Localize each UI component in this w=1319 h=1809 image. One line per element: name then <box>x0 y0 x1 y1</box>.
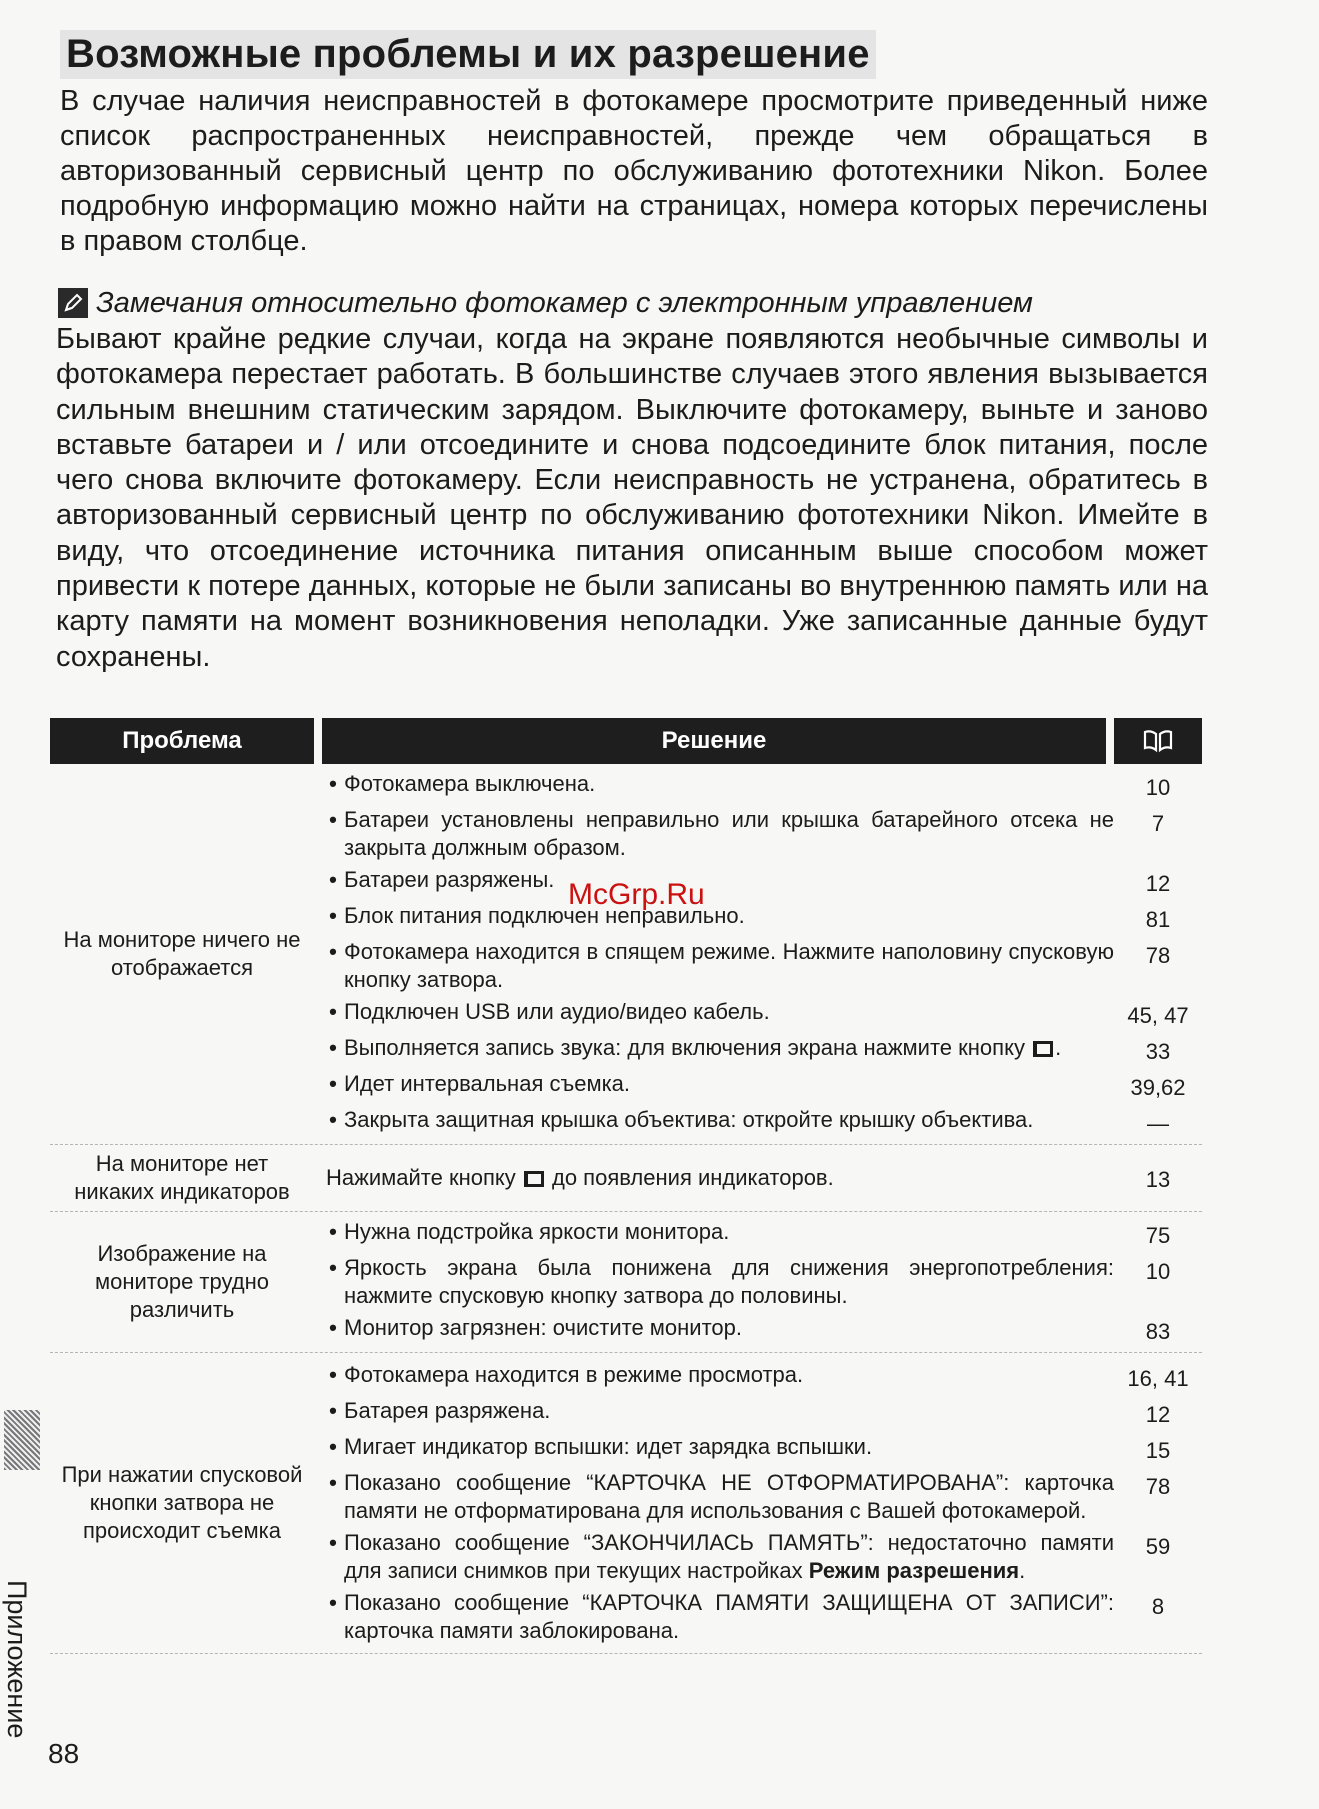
solution-text <box>344 1397 1114 1429</box>
bullet-icon: • <box>329 939 337 964</box>
bullet-icon: • <box>329 1255 337 1280</box>
bullet-icon: • <box>329 771 337 796</box>
monitor-button-icon <box>524 1171 544 1187</box>
page-ref: 16, 41 <box>1127 1366 1189 1391</box>
solution-text-main: Яркость экрана была понижена для снижения энергопотребления: нажмите спусковую кнопку затвора до половины. <box>344 1255 1114 1308</box>
solution-text-main: Идет интервальная съемка. <box>344 1071 631 1096</box>
solution-suffix: . <box>1055 1035 1062 1060</box>
solution-text-main: Фотокамера находится в спящем режиме. Нажмите наполовину спусковую кнопку затвора. <box>344 939 1114 992</box>
solution-text <box>344 806 1114 862</box>
note-heading <box>58 286 1033 320</box>
solution-text <box>344 998 1114 1030</box>
solution-text <box>344 1361 1114 1393</box>
page-ref: 7 <box>1151 811 1165 836</box>
page-ref: 78 <box>1145 1474 1171 1499</box>
solution-bold-term: Режим разрешения <box>808 1558 1020 1583</box>
page-ref: 8 <box>1151 1594 1165 1619</box>
solution-text <box>344 902 1114 934</box>
solution-text-main: Батареи разряжены. <box>344 867 555 892</box>
side-label: Приложение <box>2 1580 32 1739</box>
solution-text-main: Показано сообщение “КАРТОЧКА ПАМЯТИ ЗАЩИЩЕНА ОТ ЗАПИСИ”: карточка памяти заблокирована. <box>344 1590 1114 1643</box>
solution-item <box>322 1068 1202 1104</box>
solution-item <box>322 1359 1202 1395</box>
solution-text-main: Нужна подстройка яркости монитора. <box>344 1219 730 1244</box>
solution-item <box>322 1312 1202 1348</box>
solution-item <box>322 900 1202 936</box>
problem-cell: При нажатии спусковой кнопки затвора не происходит съемка <box>61 1462 303 1543</box>
solution-item <box>322 768 1202 804</box>
solution-item <box>322 1527 1202 1587</box>
bullet-icon: • <box>329 1219 337 1244</box>
bullet-icon: • <box>329 1470 337 1495</box>
solution-text <box>344 938 1114 994</box>
solution-item <box>322 1252 1202 1312</box>
table-header <box>50 718 1202 764</box>
solution-item <box>322 936 1202 996</box>
bullet-icon: • <box>329 1071 337 1096</box>
solution-text-main: Выполняется запись звука: для включения экрана нажмите кнопку <box>344 1035 1025 1060</box>
bullet-icon: • <box>329 867 337 892</box>
page-ref: — <box>1147 1111 1169 1136</box>
page-ref: 10 <box>1145 1259 1171 1284</box>
solution-text <box>344 1589 1114 1645</box>
table-row <box>50 764 1202 1145</box>
solution-text-main: Показано сообщение “КАРТОЧКА НЕ ОТФОРМАТИРОВАНА”: карточка памяти не отформатирована для использования с Вашей фотокамерой. <box>344 1470 1114 1523</box>
solution-text-main: Закрыта защитная крышка объектива: откройте крышку объектива. <box>344 1107 1034 1132</box>
bullet-icon: • <box>329 1315 337 1340</box>
page-ref: 12 <box>1145 871 1171 896</box>
header-problem: Проблема <box>50 718 314 764</box>
problem-cell: Изображение на мониторе трудно различить <box>94 1241 269 1322</box>
solution-text-main: Подключен USB или аудио/видео кабель. <box>344 999 770 1024</box>
bullet-icon: • <box>329 903 337 928</box>
problem-cell: На мониторе нет никаких индикаторов <box>74 1151 290 1204</box>
troubleshooting-table <box>50 718 1202 1654</box>
solution-text <box>344 1433 1114 1465</box>
solution-cell <box>322 1355 1202 1651</box>
page-ref: 33 <box>1145 1039 1171 1064</box>
solution-text-main: Мигает индикатор вспышки: идет зарядка вспышки. <box>344 1434 873 1459</box>
header-solution: Решение <box>322 718 1106 764</box>
solution-text-main: Батареи установлены неправильно или крышка батарейного отсека не закрыта должным образом. <box>344 807 1114 860</box>
solution-text-main: Блок питания подключен неправильно. <box>344 903 745 928</box>
solution-text-main: Показано сообщение “ЗАКОНЧИЛАСЬ ПАМЯТЬ”: недостаточно памяти для записи снимков при текущих настройках <box>344 1530 1114 1583</box>
monitor-button-icon <box>1033 1041 1053 1057</box>
solution-text <box>344 1314 1114 1346</box>
page-ref: 13 <box>1145 1167 1171 1192</box>
page-ref: 75 <box>1145 1223 1171 1248</box>
problem-cell: На мониторе ничего не отображается <box>63 927 301 980</box>
solution-text <box>344 866 1114 898</box>
solution-item <box>322 1032 1202 1068</box>
bullet-icon: • <box>329 1530 337 1555</box>
solution-text <box>344 1218 1114 1250</box>
solution-item <box>322 1467 1202 1527</box>
solution-item <box>322 1587 1202 1647</box>
bullet-icon: • <box>329 1398 337 1423</box>
page-ref: 81 <box>1145 907 1171 932</box>
note-heading-text: Замечания относительно фотокамер с электронным управлением <box>96 287 1033 319</box>
solution-text <box>344 1070 1114 1102</box>
bullet-icon: • <box>329 1362 337 1387</box>
page-ref: 78 <box>1145 943 1171 968</box>
solution-text <box>344 1469 1114 1525</box>
table-row <box>50 1353 1202 1654</box>
pencil-icon <box>58 288 88 318</box>
page-ref: 39,62 <box>1130 1075 1186 1100</box>
bullet-icon: • <box>329 999 337 1024</box>
page-ref: 12 <box>1145 1402 1171 1427</box>
solution-item <box>322 1104 1202 1140</box>
side-tab-marker <box>4 1410 40 1470</box>
solution-text <box>344 1529 1114 1585</box>
page-ref: 83 <box>1145 1319 1171 1344</box>
solution-text <box>344 1254 1114 1310</box>
page-ref: 45, 47 <box>1127 1003 1189 1028</box>
solution-cell <box>322 764 1202 1144</box>
solution-text-main: Монитор загрязнен: очистите монитор. <box>344 1315 743 1340</box>
solution-text <box>344 770 1114 802</box>
solution-item <box>322 1395 1202 1431</box>
page-ref: 15 <box>1145 1438 1171 1463</box>
solution-cell <box>322 1212 1202 1352</box>
bullet-icon: • <box>329 1434 337 1459</box>
solution-item <box>322 804 1202 864</box>
solution-text-suffix: до появления индикаторов. <box>552 1165 834 1190</box>
table-row <box>50 1212 1202 1353</box>
solution-text <box>344 1034 1114 1066</box>
solution-text-main: Фотокамера находится в режиме просмотра. <box>344 1362 804 1387</box>
bullet-icon: • <box>329 1107 337 1132</box>
solution-suffix: . <box>1019 1558 1026 1583</box>
pages-reference-icon <box>1114 718 1202 764</box>
solution-cell <box>322 1160 1106 1196</box>
bullet-icon: • <box>329 1035 337 1060</box>
solution-text-prefix: Нажимайте кнопку <box>326 1165 516 1190</box>
bullet-icon: • <box>329 1590 337 1615</box>
page-ref: 59 <box>1145 1534 1171 1559</box>
solution-text-main: Фотокамера выключена. <box>344 771 596 796</box>
watermark: McGrp.Ru <box>568 878 705 911</box>
bullet-icon: • <box>329 807 337 832</box>
solution-text <box>322 1164 1106 1192</box>
page-title: Возможные проблемы и их разрешение <box>60 30 876 79</box>
solution-item <box>322 864 1202 900</box>
solution-text <box>344 1106 1114 1138</box>
solution-item <box>322 996 1202 1032</box>
solution-text-main: Батарея разряжена. <box>344 1398 551 1423</box>
note-body: Бывают крайне редкие случаи, когда на экране появляются необычные символы и фотокамера перестает работать. В большинстве случаев этого явления вызывается сильным внешним статическим зарядом. Выключите фотокамеру, выньте и заново вставьте батареи и / или отсоедините и снова подсоедините блок питания, после чего снова включите фотокамеру. Если неисправность не устранена, обратитесь в авторизованный сервисный центр по обслуживанию фототехники Nikon. Имейте в виду, что отсоединение источника питания описанным выше способом может привести к потере данных, которые не были записаны во внутреннюю память или на карту памяти на момент возникновения неполадки. Уже записанные данные будут сохранены. <box>56 323 1208 673</box>
table-row <box>50 1145 1202 1212</box>
page-ref: 10 <box>1145 775 1171 800</box>
solution-item <box>322 1216 1202 1252</box>
page-number: 88 <box>48 1738 80 1769</box>
solution-item <box>322 1431 1202 1467</box>
intro-paragraph: В случае наличия неисправностей в фотокамере просмотрите приведенный ниже список распространенных неисправностей, прежде чем обращаться в авторизованный сервисный центр по обслуживанию фототехники Nikon. Более подробную информацию можно найти на страницах, номера которых перечислены в правом столбце. <box>60 85 1208 257</box>
